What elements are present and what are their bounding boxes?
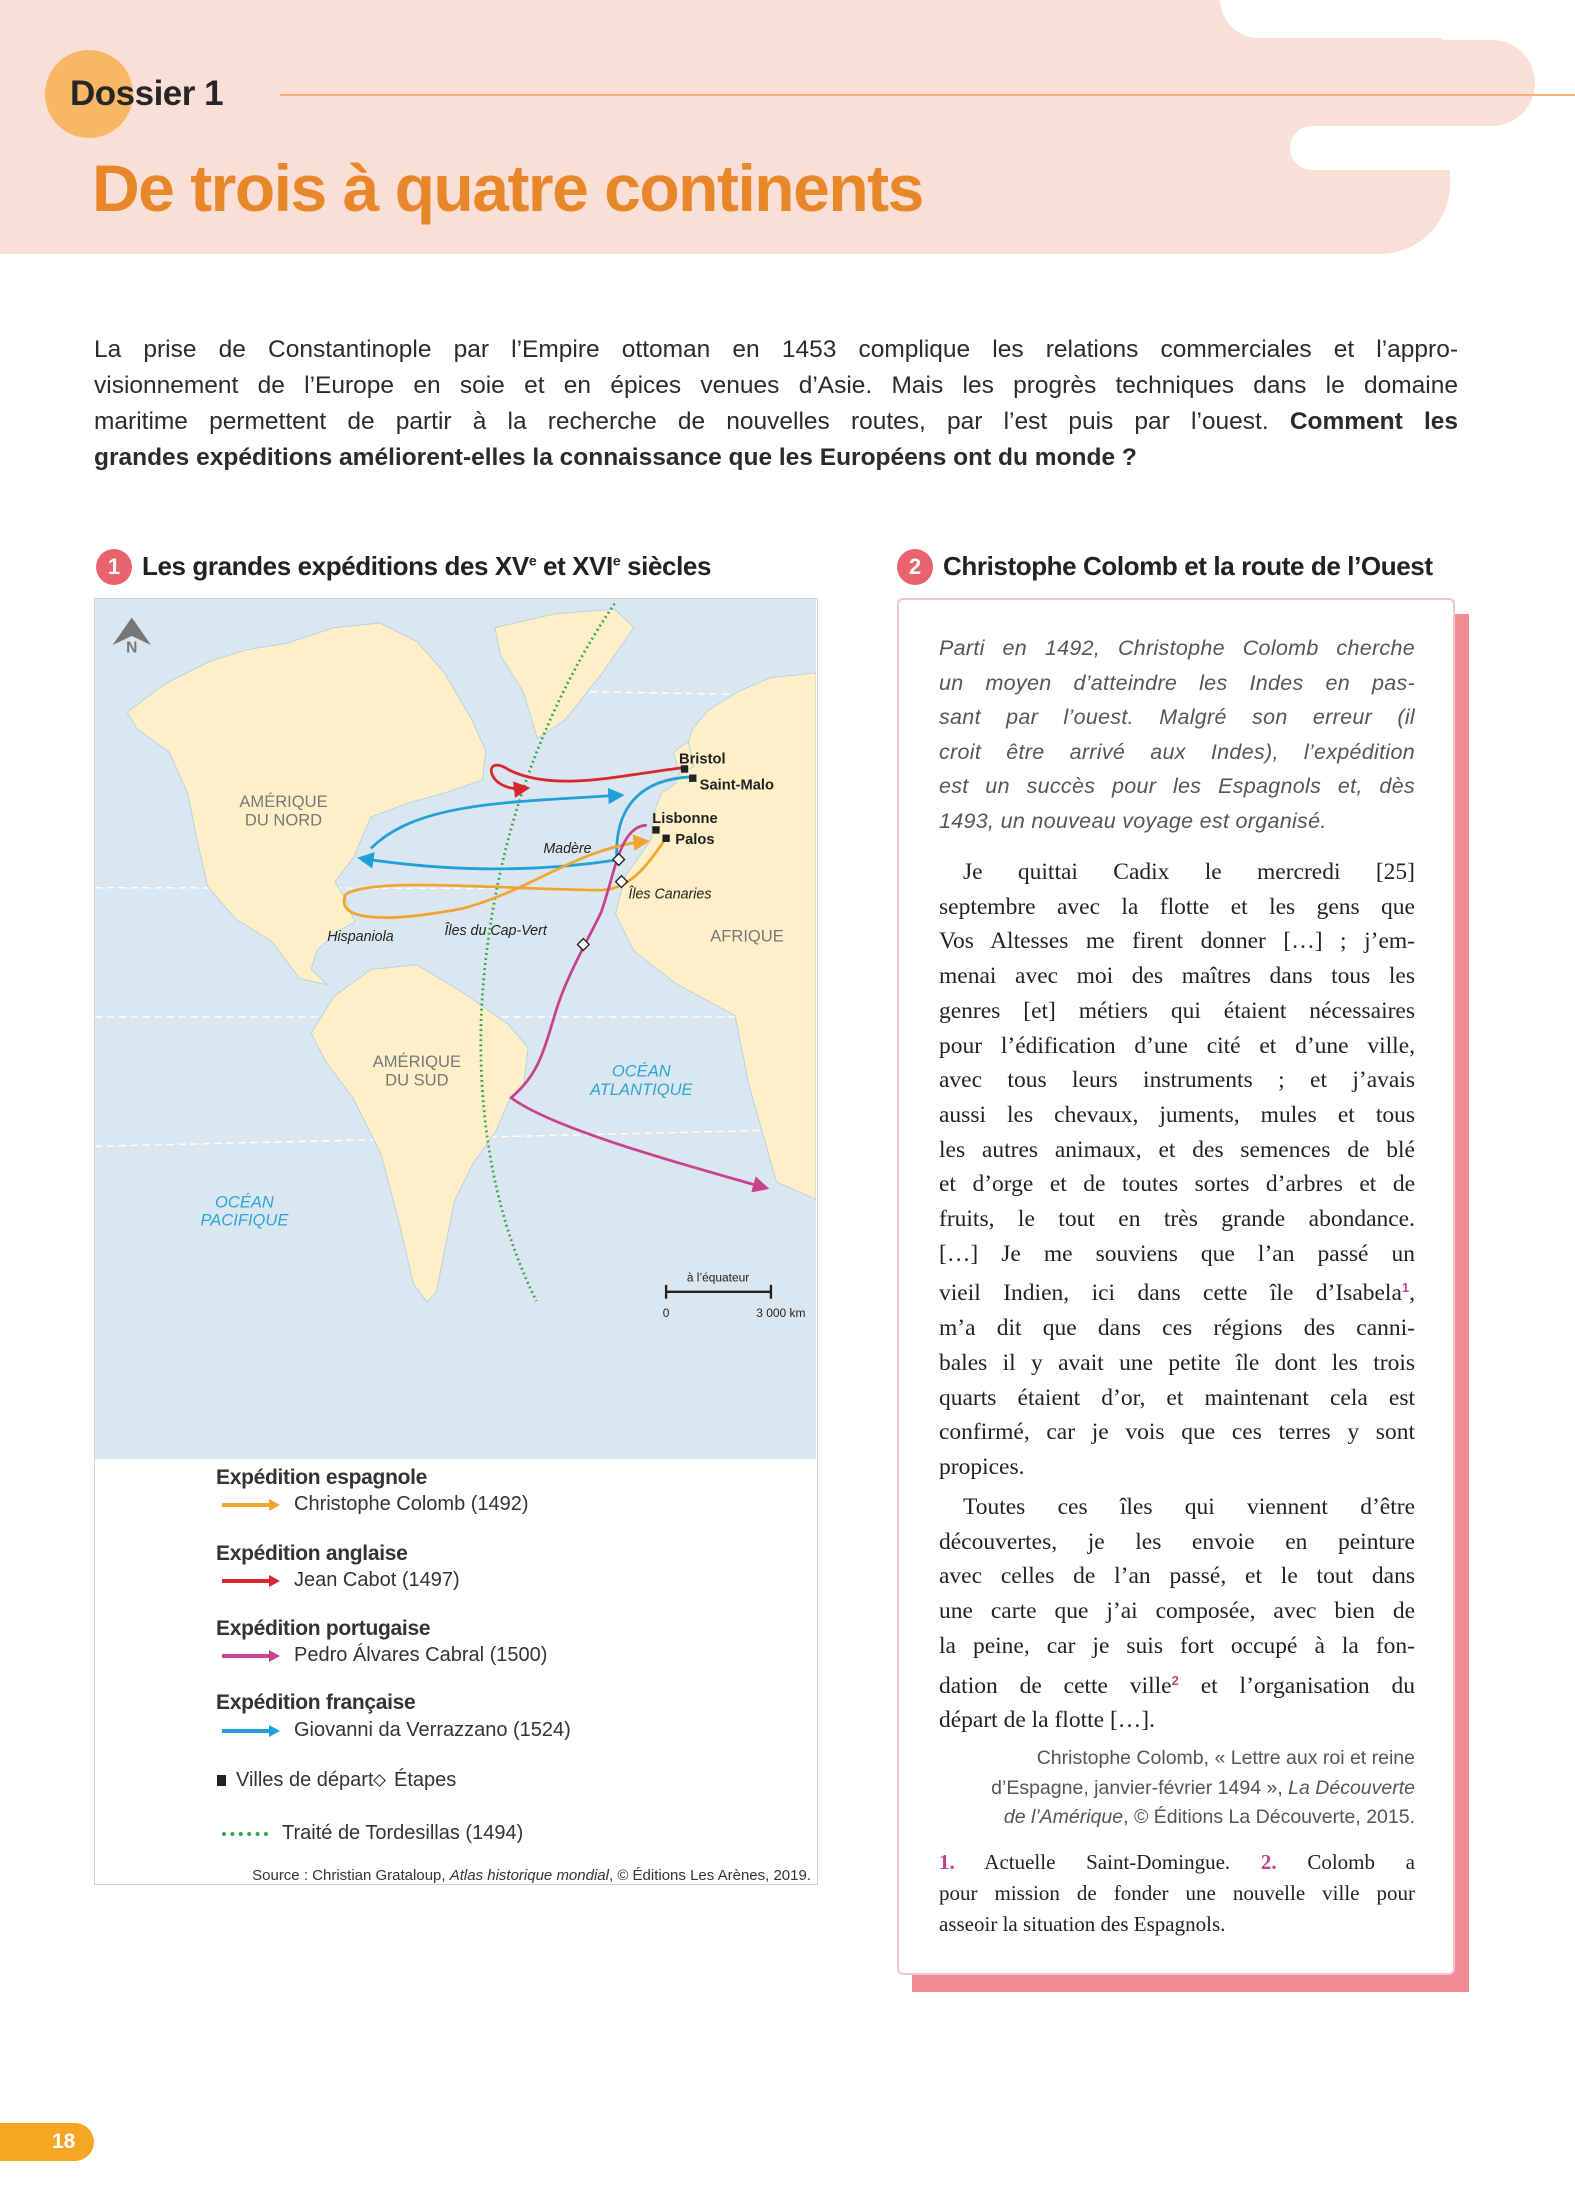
footnote-ref: 2 xyxy=(1171,1672,1179,1688)
legend-item-treaty xyxy=(222,1822,523,1845)
citation xyxy=(939,1744,1415,1833)
map-label-pacific: PACIFIQUE xyxy=(200,1210,289,1230)
legend-heading: Expédition espagnole xyxy=(216,1466,428,1489)
legend-item-stages xyxy=(375,1769,456,1792)
map-source xyxy=(252,1867,811,1884)
footnote-number: 2. xyxy=(1260,1850,1277,1874)
footnote-number: 1. xyxy=(939,1850,955,1874)
header-band-pill xyxy=(1280,40,1535,126)
map-label-saint-malo: Saint-Malo xyxy=(699,777,774,794)
footnote-line: asseoir la situation des Espagnols. xyxy=(939,1912,1226,1936)
text-line: confirmé, car je vois que ces terres y sont xyxy=(939,1419,1415,1446)
legend-item-cabot xyxy=(222,1569,460,1592)
letter-paragraph-2 xyxy=(939,1490,1415,1738)
header-rule xyxy=(280,94,1575,96)
text-fragment: dation de cette ville xyxy=(939,1672,1172,1699)
footnote-text: Colomb a xyxy=(1276,1850,1416,1874)
text-line: Parti en 1492, Christophe Colomb cherche xyxy=(939,636,1415,660)
text-line: fruits, le tout en très grande abondance. xyxy=(939,1206,1415,1233)
map-label-north-america: DU NORD xyxy=(244,810,323,830)
text-line: est un succès pour les Espagnols et, dès xyxy=(939,774,1415,799)
text-line: croit être arrivé aux Indes), l’expédition xyxy=(939,739,1415,764)
doc-number-badge: 2 xyxy=(897,549,933,585)
text-line: les autres animaux, et des semences de blé xyxy=(939,1136,1415,1163)
text-line: la peine, car je suis fort occupé à la fon- xyxy=(939,1632,1415,1659)
legend-item-colomb xyxy=(222,1493,529,1516)
expeditions-map xyxy=(95,599,816,1459)
intro-question: grandes expéditions améliorent-elles la connaissance que les Européens ont du monde ? xyxy=(94,444,1137,471)
square-icon xyxy=(217,1775,226,1786)
citation-text: , © Éditions La Découverte, 2015. xyxy=(1123,1806,1415,1828)
scale-zero: 0 xyxy=(662,1306,670,1321)
text-line: départ de la flotte […]. xyxy=(939,1707,1155,1734)
text-line: avec tous leurs instruments ; et j’avais xyxy=(939,1067,1415,1094)
text-line: propices. xyxy=(939,1453,1025,1480)
legend-heading: Expédition portugaise xyxy=(216,1617,431,1640)
map-label-lisbonne: Lisbonne xyxy=(652,810,718,828)
map-label-bristol: Bristol xyxy=(678,751,726,768)
intro-line xyxy=(94,404,1458,440)
text-line: sant par l’ouest. Malgré son erreur (il xyxy=(939,705,1415,730)
citation-title: La Découverte xyxy=(1288,1776,1415,1799)
source-title: Atlas historique mondial xyxy=(449,1867,609,1884)
arrow-icon xyxy=(222,1575,280,1587)
map-label-pacific: OCÉAN xyxy=(215,1192,274,1212)
text-line: genres [et] métiers qui étaient nécessaires xyxy=(939,997,1415,1024)
source-text: , © Éditions Les Arènes, 2019. xyxy=(608,1867,811,1884)
map-label-africa: AFRIQUE xyxy=(710,926,784,946)
citation-line: Christophe Colomb, « Lettre aux roi et reine xyxy=(1036,1747,1415,1769)
text-line: Vos Altesses me firent donner […] ; j’em- xyxy=(939,928,1415,955)
legend-item-cities xyxy=(217,1769,374,1792)
legend-label: Pedro Álvares Cabral (1500) xyxy=(294,1644,548,1666)
doc1-title-text: siècles xyxy=(620,551,712,581)
arrow-icon xyxy=(222,1650,280,1662)
legend-label: Étapes xyxy=(394,1769,457,1791)
text-line: pour l’édification d’une cité et d’une ville, xyxy=(939,1032,1415,1059)
page-title: De trois à quatre continents xyxy=(92,151,923,225)
doc1-title-text: Les grandes expéditions des XV xyxy=(142,551,529,581)
dotted-line-icon xyxy=(222,1832,268,1836)
text-fragment: et l’organisation du xyxy=(1178,1672,1415,1699)
text-line: un moyen d’atteindre les Indes en pas- xyxy=(939,670,1415,695)
arrow-icon xyxy=(222,1725,280,1737)
text-line: bales il y avait une petite île dont les trois xyxy=(939,1349,1415,1376)
text-line: menai avec moi des maîtres dans tous les xyxy=(939,963,1415,990)
intro-line: visionnement de l’Europe en soie et en épices venues d’Asie. Mais les progrès techniques dans le domaine xyxy=(94,372,1458,399)
footnotes xyxy=(939,1847,1415,1940)
footnote-line: pour mission de fonder une nouvelle ville pour xyxy=(939,1881,1415,1905)
text-line xyxy=(939,1664,1415,1704)
diamond-icon xyxy=(373,1774,386,1787)
footnote-text: Actuelle Saint-Domingue. xyxy=(954,1850,1261,1874)
legend-label: Christophe Colomb (1492) xyxy=(294,1493,529,1515)
text-fragment: , xyxy=(1409,1280,1415,1307)
legend-label: Giovanni da Verrazzano (1524) xyxy=(294,1719,571,1741)
citation-title: de l’Amérique xyxy=(1003,1806,1124,1828)
doc2-intro xyxy=(939,631,1415,839)
doc1-title-text: et XVI xyxy=(536,551,613,581)
source-text: Source : Christian Grataloup, xyxy=(252,1867,450,1884)
intro-text: maritime permettent de partir à la recherche de nouvelles routes, par l’est puis par l’ouest. xyxy=(94,408,1269,435)
map-label-atlantic: ATLANTIQUE xyxy=(589,1080,693,1100)
map-label-north-america: AMÉRIQUE xyxy=(239,791,328,811)
text-line: aussi les chevaux, juments, mules et tous xyxy=(939,1101,1415,1128)
doc-number-badge: 1 xyxy=(96,549,132,585)
page-number: 18 xyxy=(0,2123,94,2161)
north-label: N xyxy=(126,639,138,657)
text-line: découvertes, je les envoie en peinture xyxy=(939,1528,1415,1555)
letter-paragraph-1 xyxy=(939,855,1415,1485)
text-line: une carte que j’ai composée, avec bien de xyxy=(939,1598,1415,1625)
text-line: m’a dit que dans ces régions des canni- xyxy=(939,1315,1415,1342)
text-line: quarts étaient d’or, et maintenant cela est xyxy=(939,1384,1415,1411)
intro-question: Comment les xyxy=(1289,408,1459,435)
legend-label: Villes de départ xyxy=(236,1769,374,1791)
map-label-palos: Palos xyxy=(675,831,715,848)
intro-line: La prise de Constantinople par l’Empire ottoman en 1453 complique les relations commerciales et l’appro- xyxy=(94,336,1458,363)
map-figure xyxy=(94,598,818,1885)
map-label-canaries: Îles Canaries xyxy=(628,886,712,903)
citation-line xyxy=(939,1803,1415,1833)
footnote-line xyxy=(939,1847,1415,1878)
map-label-south-america: DU SUD xyxy=(385,1070,449,1090)
map-label-atlantic: OCÉAN xyxy=(611,1061,671,1081)
text-line: septembre avec la flotte et les gens que xyxy=(939,893,1415,920)
legend-item-verrazzano xyxy=(222,1719,571,1742)
map-label-cap-vert: Îles du Cap-Vert xyxy=(444,923,547,940)
text-line: 1493, un nouveau voyage est organisé. xyxy=(939,808,1327,833)
intro-paragraph xyxy=(94,332,1458,476)
footnote-ref: 1 xyxy=(1401,1280,1410,1296)
superscript: e xyxy=(528,552,537,569)
legend-label: Jean Cabot (1497) xyxy=(294,1569,460,1591)
citation-line xyxy=(939,1774,1415,1804)
citation-text: d’Espagne, janvier-février 1494 », xyxy=(991,1776,1289,1799)
text-line xyxy=(939,1271,1415,1311)
scale-caption: à l’équateur xyxy=(686,1270,750,1285)
doc1-title xyxy=(142,551,711,582)
doc2-title: Christophe Colomb et la route de l’Ouest xyxy=(943,551,1433,581)
map-label-madere: Madère xyxy=(543,841,592,858)
superscript: e xyxy=(612,552,621,569)
legend-heading: Expédition anglaise xyxy=(216,1542,408,1565)
text-fragment: vieil Indien, ici dans cette île d’Isabela xyxy=(939,1280,1402,1307)
text-line: avec celles de l’an passé, et le tout dans xyxy=(939,1563,1415,1590)
legend-item-cabral xyxy=(222,1644,547,1667)
map-label-south-america: AMÉRIQUE xyxy=(372,1051,461,1071)
map-label-hispaniola: Hispaniola xyxy=(327,928,394,945)
text-line: Toutes ces îles qui viennent d’être xyxy=(963,1494,1415,1520)
header-band-notch xyxy=(1290,126,1575,170)
arrow-icon xyxy=(222,1499,280,1511)
header-band-notch xyxy=(1220,0,1575,38)
text-line: […] Je me souviens que l’an passé un xyxy=(939,1240,1415,1267)
dossier-label: Dossier 1 xyxy=(70,74,224,113)
text-line: Je quittai Cadix le mercredi [25] xyxy=(963,859,1415,885)
text-line: et d’orge et de toutes sortes d’arbres et de xyxy=(939,1171,1415,1198)
scale-max: 3 000 km xyxy=(756,1306,806,1321)
legend-heading: Expédition française xyxy=(216,1691,416,1714)
legend-label: Traité de Tordesillas (1494) xyxy=(282,1822,524,1844)
